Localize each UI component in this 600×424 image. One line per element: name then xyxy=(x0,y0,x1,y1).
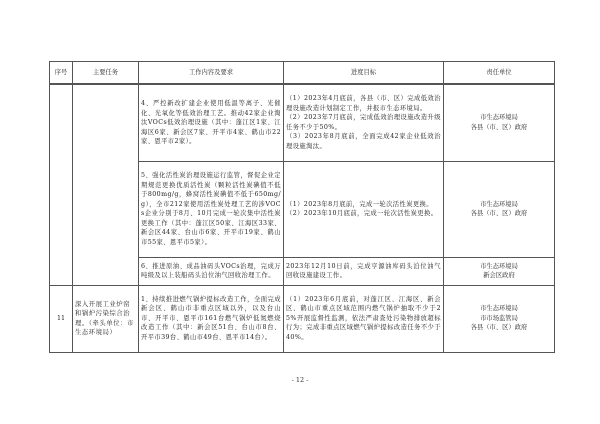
unit-line: 市生态环境局 xyxy=(480,262,518,270)
progress-line: 2023年12月10日前，完成亨源油库码头泊位油气回收设施建设工作。 xyxy=(286,262,441,279)
row-work: 5、强化活性炭治理设施运行监管，督促企业定期规范更换优质活性炭（颗粒活性炭碘值不低于800mg/g，蜂窝活性炭碘值不低于650mg/g），全市212家使用活性炭处理工艺的涉VOCs企业分别于8月、10月完成一轮次集中活性炭更换工作（其中：蓬江区50家、江海区33家、新会区44家、台山市6家、开平市19家、鹤山市55家、恩平市5家）。 xyxy=(139,161,284,257)
progress-line: （1）2023年8月底前，完成一轮次活性炭更换。 xyxy=(286,200,433,208)
unit-line: 市生态环境局 xyxy=(480,200,518,208)
row-progress xyxy=(284,285,444,352)
progress-line: （3）2023年8月底前，全面完成42家企业低效治理设施淘汰。 xyxy=(286,133,441,150)
row-work: 6、推进原油、成品油码头VOCs治理，完成万吨级及以上装船码头泊位油气回收治理工作。 xyxy=(139,257,284,285)
page-number: - 12 - xyxy=(291,376,309,384)
progress-line: （2）2023年10月底前，完成一轮次活性炭更换。 xyxy=(286,210,438,217)
row-progress xyxy=(284,257,444,285)
unit-line: 市市场监管局 xyxy=(480,314,518,322)
progress-line: （2）2023年7月底前，完成低效治理设施改造升级任务不少于50%。 xyxy=(286,114,441,131)
progress-line: （1）2023年6月底前，对蓬江区、江海区、新会区、鹤山市重点区域范围内燃气锅炉抽取不少于25%开展监督性监测，依法严肃查处污染物排放超标行为；完成非重点区域燃气锅炉提标改造任务不少于40%。 xyxy=(286,295,441,341)
progress-line: （1）2023年4月底前，各县（市、区）完成低效治理设施改造计划制定工作，并报市生态环境局。 xyxy=(286,95,441,112)
row-unit xyxy=(444,84,555,161)
row-work: 4、严控新改扩建企业使用低温等离子、光催化、光氧化等低效治理工艺。推动42家企业淘汰VOCs低效治理设施（其中：蓬江区1家、江海区6家、新会区7家、开平市4家、鹤山市22家、恩平市2家）。 xyxy=(139,84,284,161)
row-progress xyxy=(284,84,444,161)
unit-line: 市生态环境局 xyxy=(480,305,518,313)
unit-line: 各县（市、区）政府 xyxy=(470,324,528,332)
header-work: 工作内容及要求 xyxy=(139,62,284,85)
row-number xyxy=(50,84,73,285)
row-unit xyxy=(444,285,555,352)
header-task: 主要任务 xyxy=(73,62,139,85)
unit-line: 各县（市、区）政府 xyxy=(470,210,528,217)
header-unit: 责任单位 xyxy=(444,62,555,85)
unit-line: 各县（市、区）政府 xyxy=(470,123,528,131)
row-progress xyxy=(284,161,444,257)
row-number: 11 xyxy=(50,285,73,352)
table-row xyxy=(50,84,555,161)
row-task: 深入开展工业炉窑和锅炉污染综合治理。（牵头单位：市生态环境局） xyxy=(73,285,139,352)
table-header-row xyxy=(50,62,555,85)
row-task xyxy=(73,84,139,285)
unit-line: 新会区政府 xyxy=(483,272,515,279)
table-row xyxy=(50,285,555,352)
row-work: 1、持续推进燃气锅炉提标改造工作，全面完成新会区、鹤山市非重点区域以外，以及台山市、开平市、恩平市161台燃气锅炉低氮燃烧改造工作（其中：新会区51台、台山市8台、开平市39台、鹤山市49台、恩平市14台）。 xyxy=(139,285,284,352)
header-progress: 进度目标 xyxy=(284,62,444,85)
unit-line: 市生态环境局 xyxy=(480,114,518,122)
row-unit xyxy=(444,257,555,285)
task-table xyxy=(49,61,555,353)
row-unit xyxy=(444,161,555,257)
header-no: 序号 xyxy=(50,62,73,85)
